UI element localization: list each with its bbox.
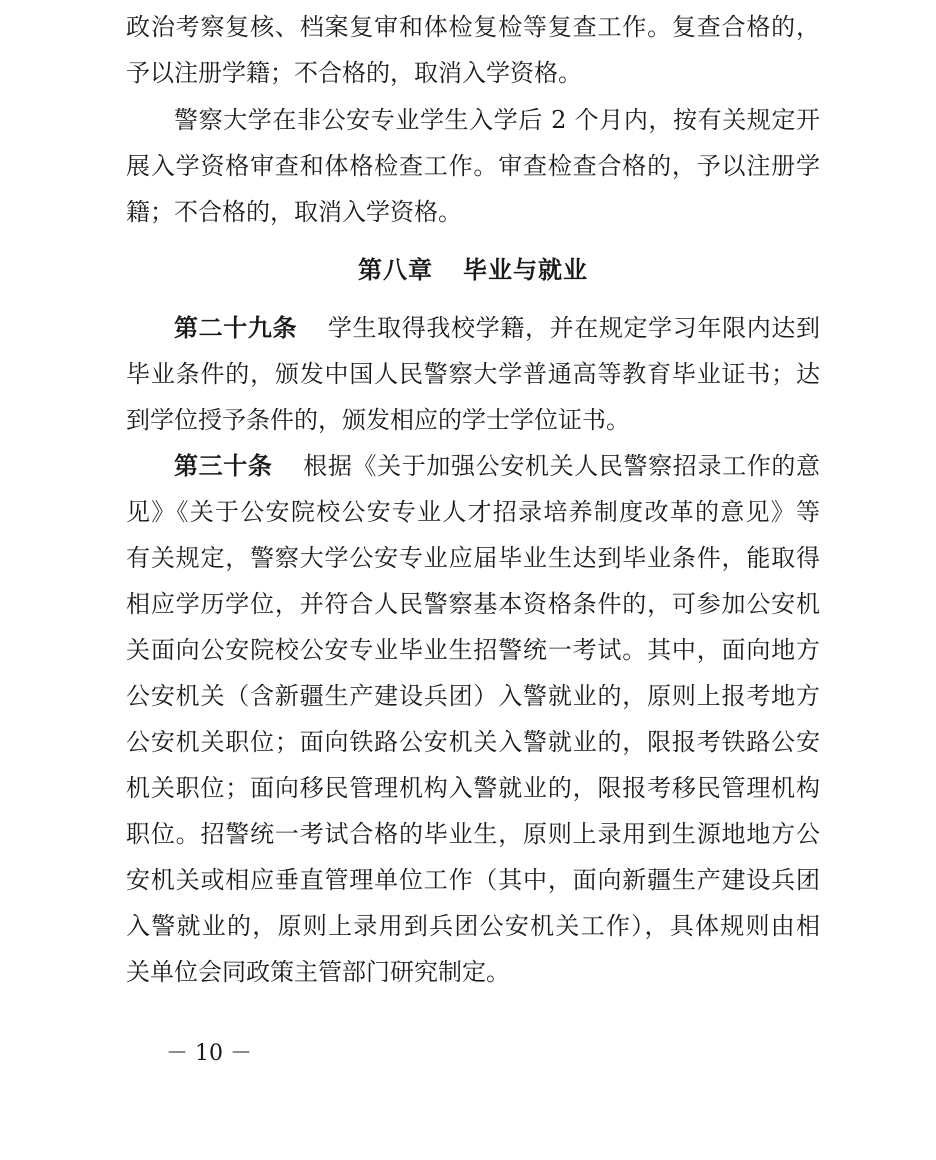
article-30-line-2: 见》《关于公安院校公安专业人才招录培养制度改革的意见》等 [126, 498, 820, 526]
chapter-title: 毕业与就业 [463, 256, 588, 284]
article-30-line-1 [174, 451, 820, 481]
article-29-text-1: 学生取得我校学籍，并在规定学习年限内达到 [327, 314, 821, 342]
article-30-line-10: 安机关或相应垂直管理单位工作（其中，面向新疆生产建设兵团 [126, 866, 820, 894]
chapter-number: 第八章 [358, 256, 433, 284]
article-30-line-11: 入警就业的，原则上录用到兵团公安机关工作），具体规则由相 [126, 912, 820, 940]
article-30-line-12: 关单位会同政策主管部门研究制定。 [126, 958, 510, 986]
article-30-line-5: 关面向公安院校公安专业毕业生招警统一考试。其中，面向地方 [126, 636, 820, 664]
article-30-line-8: 机关职位；面向移民管理机构入警就业的，限报考移民管理机构 [126, 774, 820, 802]
article-30-line-9: 职位。招警统一考试合格的毕业生，原则上录用到生源地地方公 [126, 820, 820, 848]
article-29-label: 第二十九条 [174, 314, 298, 342]
chapter-heading [126, 255, 820, 285]
article-30-text-1: 根据《关于加强公安机关人民警察招录工作的意 [302, 452, 821, 480]
paragraph-2-line-3: 籍；不合格的，取消入学资格。 [126, 198, 462, 226]
paragraph-1-line-1: 政治考察复核、档案复审和体检复检等复查工作。复查合格的， [126, 13, 820, 41]
article-30-label: 第三十条 [174, 452, 273, 480]
paragraph-2-line-1: 警察大学在非公安专业学生入学后 2 个月内，按有关规定开 [174, 106, 820, 134]
page-number: － 10 － [166, 1041, 252, 1066]
article-30-line-3: 有关规定，警察大学公安专业应届毕业生达到毕业条件，能取得 [126, 544, 820, 572]
paragraph-2-line-2: 展入学资格审查和体格检查工作。审查检查合格的，予以注册学 [126, 152, 820, 180]
paragraph-1-line-2: 予以注册学籍；不合格的，取消入学资格。 [126, 59, 582, 87]
article-30-line-6: 公安机关（含新疆生产建设兵团）入警就业的，原则上报考地方 [126, 682, 820, 710]
article-29-line-3: 到学位授予条件的，颁发相应的学士学位证书。 [126, 406, 630, 434]
article-29-line-2: 毕业条件的，颁发中国人民警察大学普通高等教育毕业证书；达 [126, 360, 820, 388]
article-29-line-1 [174, 313, 820, 343]
article-30-line-7: 公安机关职位；面向铁路公安机关入警就业的，限报考铁路公安 [126, 728, 820, 756]
article-30-line-4: 相应学历学位，并符合人民警察基本资格条件的，可参加公安机 [126, 590, 820, 618]
